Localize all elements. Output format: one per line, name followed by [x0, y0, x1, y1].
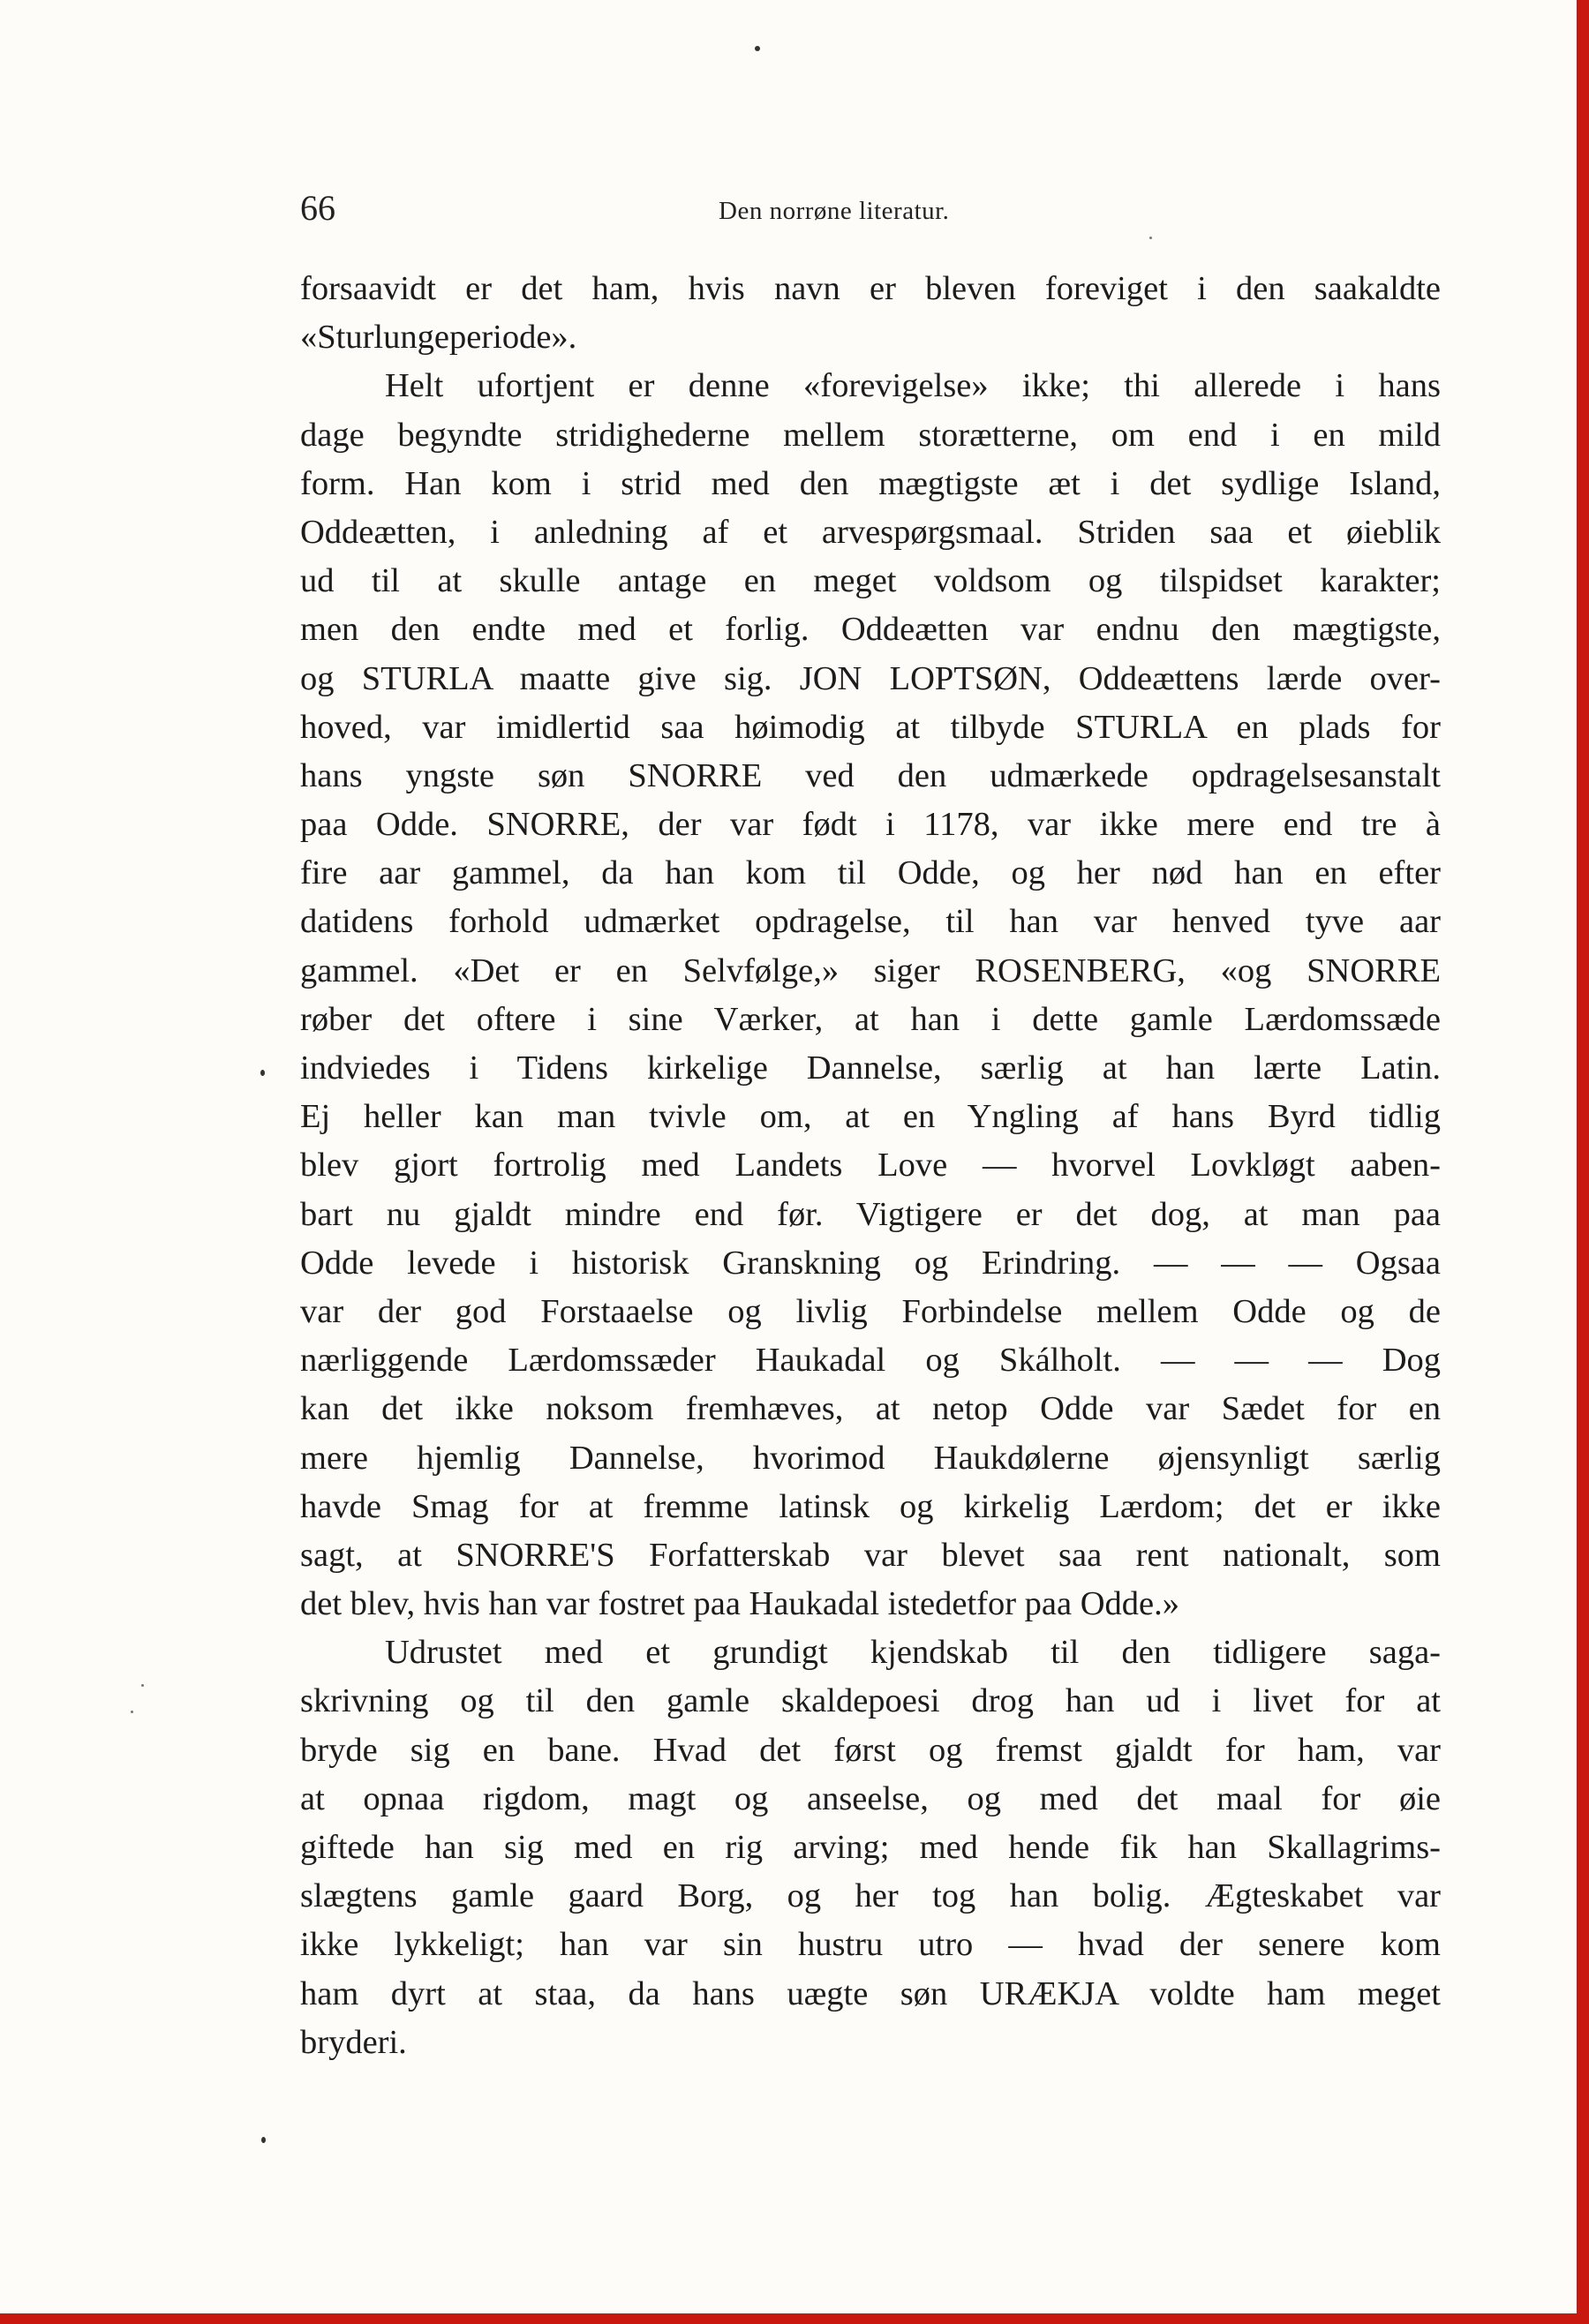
text-line: Oddeætten, i anledning af et arvespørgsmaal. Striden saa et øieblik: [300, 513, 1441, 551]
text-line: paa Odde. SNORRE, der var født i 1178, var ikke mere end tre à: [300, 806, 1441, 844]
text-line: «Sturlungeperiode».: [300, 319, 577, 357]
speck-mark: [261, 2137, 266, 2143]
text-line: skrivning og til den gamle skaldepoesi drog han ud i livet for at: [300, 1682, 1441, 1720]
page-number: 66: [300, 188, 335, 228]
text-line: Ej heller kan man tvivle om, at en Yngling af hans Byrd tidlig: [300, 1098, 1441, 1136]
text-line: røber det oftere i sine Værker, at han i dette gamle Lærdomssæde: [300, 1000, 1441, 1038]
scan-border-bottom: [0, 2313, 1589, 2324]
text-line: sagt, at SNORRE'S Forfatterskab var blevet saa rent nationalt, som: [300, 1536, 1441, 1574]
speck-mark: [131, 1711, 133, 1713]
text-line: men den endte med et forlig. Oddeætten var endnu den mægtigste,: [300, 611, 1441, 649]
text-line: datidens forhold udmærket opdragelse, til han var henved tyve aar: [300, 903, 1441, 941]
text-line: indviedes i Tidens kirkelige Dannelse, særlig at han lærte Latin.: [300, 1049, 1441, 1087]
text-line: mere hjemlig Dannelse, hvorimod Haukdølerne øjensynligt særlig: [300, 1439, 1441, 1477]
speck-mark: [755, 46, 760, 51]
text-line: bryde sig en bane. Hvad det først og fremst gjaldt for ham, var: [300, 1731, 1441, 1769]
paragraph-first-line: Udrustet med et grundigt kjendskab til den tidligere saga-: [385, 1634, 1441, 1672]
text-line: ham dyrt at staa, da hans uægte søn URÆKJA voldte ham meget: [300, 1974, 1441, 2012]
speck-mark: [1149, 237, 1152, 239]
speck-mark: [260, 1070, 265, 1076]
text-line: bryderi.: [300, 2023, 407, 2061]
paragraph-first-line: Helt ufortjent er denne «forevigelse» ikke; thi allerede i hans: [385, 367, 1441, 405]
text-line: forsaavidt er det ham, hvis navn er bleven foreviget i den saakaldte: [300, 270, 1441, 307]
running-title: Den norrøne literatur.: [719, 197, 950, 225]
page-header: [300, 187, 1448, 240]
text-line: at opnaa rigdom, magt og anseelse, og med det maal for øie: [300, 1779, 1441, 1817]
text-line: Odde levede i historisk Granskning og Erindring. — — — Ogsaa: [300, 1244, 1441, 1282]
text-line: blev gjort fortrolig med Landets Love — hvorvel Lovkløgt aaben-: [300, 1147, 1441, 1185]
text-line: fire aar gammel, da han kom til Odde, og her nød han en efter: [300, 854, 1441, 892]
text-line: giftede han sig med en rig arving; med hende fik han Skallagrims-: [300, 1829, 1441, 1866]
text-line: hans yngste søn SNORRE ved den udmærkede opdragelsesanstalt: [300, 756, 1441, 794]
speck-mark: [141, 1684, 144, 1687]
text-line: var der god Forstaaelse og livlig Forbindelse mellem Odde og de: [300, 1292, 1441, 1330]
text-line: gammel. «Det er en Selvfølge,» siger ROSENBERG, «og SNORRE: [300, 951, 1441, 989]
text-line: ikke lykkeligt; han var sin hustru utro — hvad der senere kom: [300, 1926, 1441, 1964]
text-line: hoved, var imidlertid saa høimodig at tilbyde STURLA en plads for: [300, 708, 1441, 746]
text-line: ud til at skulle antage en meget voldsom og tilspidset karakter;: [300, 562, 1441, 600]
text-line: slægtens gamle gaard Borg, og her tog han bolig. Ægteskabet var: [300, 1877, 1441, 1915]
text-line: kan det ikke noksom fremhæves, at netop Odde var Sædet for en: [300, 1390, 1441, 1428]
text-line: havde Smag for at fremme latinsk og kirkelig Lærdom; det er ikke: [300, 1487, 1441, 1525]
text-line: form. Han kom i strid med den mægtigste æt i det sydlige Island,: [300, 464, 1441, 502]
text-line: det blev, hvis han var fostret paa Haukadal istedetfor paa Odde.»: [300, 1585, 1179, 1623]
scan-border-right: [1577, 0, 1589, 2324]
body-text: [300, 265, 1441, 2067]
text-line: dage begyndte stridighederne mellem storætterne, om end i en mild: [300, 416, 1441, 454]
text-line: nærliggende Lærdomssæder Haukadal og Skálholt. — — — Dog: [300, 1342, 1441, 1380]
text-line: bart nu gjaldt mindre end før. Vigtigere er det dog, at man paa: [300, 1195, 1441, 1233]
text-line: og STURLA maatte give sig. JON LOPTSØN, Oddeættens lærde over-: [300, 659, 1441, 697]
